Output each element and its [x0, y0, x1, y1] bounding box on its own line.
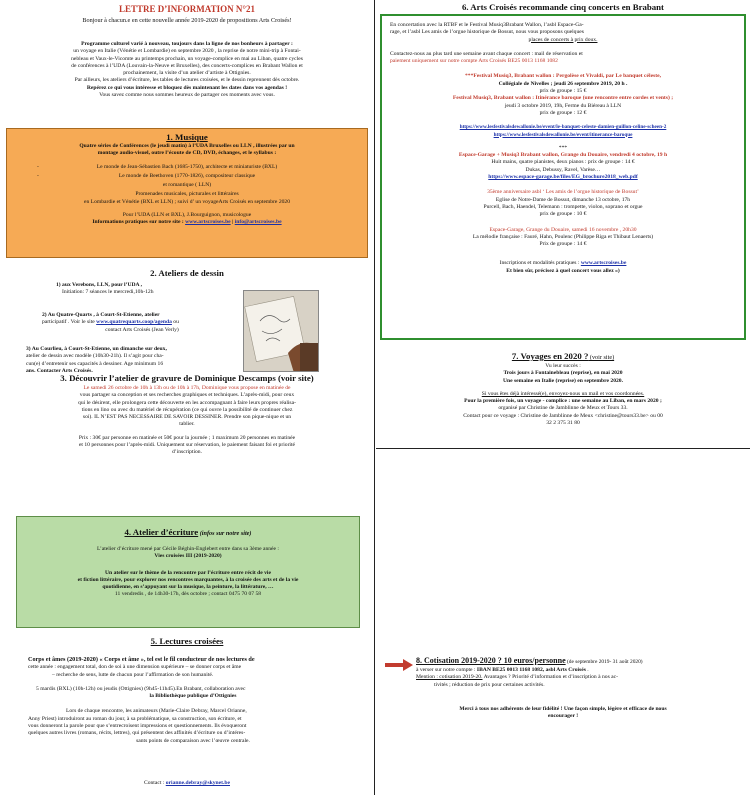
intro-line: Vous savez comme nous sommes heureux de partager ces moments avec vous.	[99, 92, 275, 99]
concerts-intro-line: places de concerts à prix doux.	[528, 36, 598, 43]
voyages-contact: Contact pour ce voyage : Christine de Jamblinne de Meux <christine@tours33.be> ou 00	[463, 412, 663, 419]
itinerance-baroque-link[interactable]: https://www.lesfestivalsdewallonie.be/event/itinerance-baroque	[493, 131, 633, 138]
gravure-line: soi). IL N’EST PAS NECESSAIRE DE SAVOIR DESSINER. Prendre son pique-nique et un	[82, 414, 292, 421]
intro-line: nebleau et Vaux-le-Vicomte au printemps prochain, un voyage-complice en mai au Liban, quatre cycles	[71, 55, 303, 62]
dessin-item3	[26, 346, 238, 375]
lectures-line: cette année : engagement total, don de soi à une dimension supérieure – se donner corps et âme	[28, 664, 242, 671]
musique-lombardie: en Lombardie et Vénétie (BXL et LLN) ; suivi d’ un voyageArts Croisés en septembre 2020	[83, 198, 291, 205]
dessin-item3-line: cun(e) d’entretenir ses capacités à dessiner. Age minimum 16	[26, 360, 164, 367]
intro-line: Repérez ce qui vous intéresse et bloquez dès maintenant les dates dans vos agendas !	[86, 84, 288, 91]
voyages-liban: Pour la première fois, un voyage - complice : une semaine au Liban, en mars 2020 ;	[464, 398, 662, 405]
concert-2-line: Festival Musiq3, Brabant wallon : Itinérance baroque (une rencontre entre cordes et vents) ;	[452, 95, 674, 102]
concerts-intro-line: rage, et l’asbl Les amis de l’orgue historique de Bossut, nous vous proposons quelques	[390, 29, 584, 36]
dessin-item1: 1) aux Verebons, LLN, pour l’UDA ,	[56, 282, 143, 288]
musique-bullet-cont: et romantique ( LLN)	[162, 182, 212, 189]
lectures-line: Anny Priest) introduiront au roman du jour, à sa problématique, sa construction, son écriture, et	[28, 715, 242, 722]
intro-line: de conférences à l’UDA (Louvain-la-Neuve et Bruxelles), des concerts-complices en Brabant Wallon et	[71, 62, 303, 69]
inscriptions-link[interactable]: www.artscroises.be	[580, 260, 627, 267]
concert-5-line: La mélodie française : Fauré, Hahn, Poulenc (Philippe Riga et Thibaut Lenaerts)	[472, 233, 654, 240]
voyages-text	[380, 363, 746, 427]
cotisation-block	[416, 656, 746, 689]
lectures-line: vous donneront la parole pour que s’entrecroisent impressions et questionnements. Ils évoqueront	[28, 723, 247, 730]
dessin-items	[56, 282, 236, 297]
musique-pour: Pour l’UDA (LLN et BXL), J.Bourguignon, musicologue	[122, 212, 252, 219]
ecriture-line: quotidienne, en s’appuyant sur la musique, la peinture, la littérature, …	[102, 584, 274, 591]
lectures-heading: 5. Lectures croisées	[150, 636, 224, 646]
banquet-celeste-link[interactable]: https://www.lesfestivalsdewallonie.be/event/le-banquet-celeste-damien-guillon-celine-scheen-2	[459, 124, 667, 131]
gravure-heading: 3. Découvrir l’atelier de gravure de Dominique Descamps (voir site)	[60, 373, 314, 383]
cotisation-mention-2: tivités ; réduction de prix pour certaines activités.	[434, 681, 545, 688]
concert-3-line: Huit mains, quatre pianistes, deux pianos : prix de groupe : 14 €	[491, 159, 635, 166]
cotisation-mention: Mention : cotisation 2019-20. Avantages ? Priorité d’information et d’inscription à nos ac-	[416, 674, 619, 681]
ecriture-box	[16, 516, 360, 628]
gravure-prix: et 10 personnes pour l’après-midi. Uniquement sur réservation, le paiement faisant foi et priorité	[78, 442, 296, 449]
ecriture-line: et fiction littéraire, pour explorer nos rencontres marquantes, à la croisée des arts et de la vie	[77, 576, 299, 583]
voyages-divider	[376, 448, 750, 449]
red-arrow-icon	[384, 658, 414, 672]
musique-bullet: - Le monde de Beethoven (1770-1826), compositeur classique	[37, 172, 256, 179]
dessin-heading: 2. Ateliers de dessin	[150, 268, 224, 278]
concert-2-line: jeudi 3 octobre 2019, 19h, Ferme du Biéreau à LLN	[504, 102, 622, 109]
concert-2-price: prix de groupe : 12 €	[539, 109, 587, 116]
musique-line: montage audio-visuel, outre l’écoute de CD, DVD, échanges, et le syllabus :	[97, 150, 277, 157]
intro-block	[6, 41, 368, 99]
lectures-line: la Bibliothèque publique d’Ottignies	[149, 693, 237, 700]
concert-1-price: prix de groupe : 15 €	[539, 88, 587, 95]
voyages-line: Vu leur succès :	[545, 363, 581, 369]
concerts-reserve: Contactez-nous au plus tard une semaine avant chaque concert : mail de réservation et	[390, 50, 583, 57]
intro-line: un voyage en Italie (Vénétie et Lombardie) en septembre 2020 , la reprise de notre mini-trip à Fontai-	[73, 48, 301, 55]
concerts-heading: 6. Arts Croisés recommande cinq concerts en Brabant	[462, 2, 664, 12]
concert-4-line: Eglise de Notre-Dame de Bossut, dimanche 13 octobre, 17h	[495, 196, 631, 203]
voyages-organise: organisé par Christine de Jamblinne de Meux et Tours 33.	[498, 405, 628, 412]
ecriture-heading: 4. Atelier d’écriture (infos sur notre site)	[124, 527, 252, 537]
voyages-phone: 32 2 375 31 80	[546, 420, 580, 427]
musique-heading	[7, 132, 367, 143]
intro-line: Par ailleurs, les ateliers d’écriture, les tables de lectures croisées, et le dessin reprennent dès octobre.	[74, 77, 300, 84]
merci-line: encourager !	[547, 713, 579, 720]
concert-links	[382, 124, 744, 139]
ecriture-line: L’atelier d’écriture mené par Cécile Béghin-Englebert entre dans sa 3ème année :	[97, 546, 279, 552]
lectures-line: quelques autres livres (romans, récits, lettres), qui présentent des affinités d’écriture ou d’intéres-	[28, 730, 246, 737]
gravure-prix: Prix : 30€ par personne en matinée et 50€ pour la journée ; 1 maximum 20 personnes en matinée	[78, 434, 296, 441]
intro-line: prochainement, la visite d’un atelier d’artiste à Ottignies.	[123, 70, 251, 77]
musique-box	[6, 128, 368, 258]
musique-line: Quatre séries de Conférences (le jeudi matin) à l’UDA Bruxelles ou LLN , illustrées par un	[79, 143, 295, 149]
gravure-text	[6, 385, 368, 457]
ecriture-title: Vies croisées III (2019-2020)	[154, 553, 222, 560]
lectures-line: Lors de chaque rencontre, les animateurs (Marie-Claire Debray, Marcel Orianne,	[66, 708, 247, 715]
musique-infos: Informations pratiques sur notre site : www.artscroises.be | info@artscroises.be	[92, 219, 282, 226]
gravure-line: tablier.	[179, 421, 195, 428]
merci-line: Merci à tous nos adhérents de leur fidélité ! Une façon simple, légère et efficace de nous	[459, 706, 667, 712]
gravure-line: tions en lino ou avec du matériel de récupération (ce qui ouvre la possibilité de continuer chez	[81, 406, 293, 413]
concert-2	[382, 95, 744, 117]
concerts-reserve-account: paiement uniquement sur notre compte Arts Croisés BE25 0013 1168 1082	[390, 58, 558, 65]
dessin-photo	[243, 290, 319, 372]
orianne-email-link[interactable]: orianne.debray@skynet.be	[165, 780, 230, 786]
dessin-item2-line: participatif . Voir le site www.quatrequarts.coop/agenda ou	[42, 319, 179, 326]
voyages-note: Si vous êtes déjà intéressé(e), envoyez-nous un mail et vos coordonnées.	[481, 390, 645, 397]
voyages-line: Trois jours à Fontainebleau (reprise), en mai 2020	[503, 370, 623, 377]
gravure-line: vous partager sa conception et ses recherches graphiques et techniques. L’après-midi, pour ceux	[79, 392, 295, 399]
concert-3-line: Espace-Garage + Musiq3 Brabant wallon, Grange du Douaire, vendredi 4 octobre, 19 h	[458, 152, 668, 159]
artscroises-link[interactable]: www.artscroises.be	[185, 219, 231, 226]
concert-1-line: ***Festival Musiq3, Brabant wallon : Pergolèse et Vivaldi, par Le banquet céleste,	[465, 73, 661, 80]
espace-garage-brochure-link[interactable]: https://www.espace-garage.be/files/EG_brochure2018_web.pdf	[488, 174, 638, 181]
concert-4	[382, 189, 744, 218]
cotisation-account: à verser sur notre compte : IBAN BE25 0013 1168 1082, asbl Arts Croisés .	[416, 667, 589, 673]
musique-bullet: - Le monde de Jean-Sébastien Bach (1685-1750), architecte et miniaturiste (BXL)	[37, 163, 278, 170]
dessin-item3-line: atelier de dessin avec modèle (10h30-21h). Il s’agit pour cha-	[26, 353, 164, 360]
concerts-inscriptions	[382, 260, 744, 275]
lectures-text	[28, 656, 358, 745]
dessin-item1-detail: Initiation: 7 séances le mercredi,10h-12h	[62, 289, 154, 296]
intro-line: Programme culturel varié à nouveau, toujours dans la ligne de nos bonheurs à partager :	[81, 41, 293, 47]
column-divider	[374, 0, 375, 795]
quatrequarts-link[interactable]: www.quatrequarts.coop/agenda	[96, 319, 172, 326]
lectures-line: Corps et âmes (2019-2020) « Corps et âme », tel est le fil conducteur de nos lectures de	[28, 656, 255, 663]
ecriture-contact: 11 vendredis , de 14h30-17h, dès octobre ; contact 0475 70 07 58	[114, 591, 262, 598]
musique-bullets	[7, 164, 367, 190]
info-email-link[interactable]: info@artscroises.be	[234, 219, 282, 226]
stars-divider: ***	[558, 144, 568, 151]
dessin-item2-line: 2) Au Quatre-Quarts , à Court-St-Etienne, atelier	[42, 312, 160, 318]
concert-5-price: Prix de groupe : 14 €	[539, 241, 587, 248]
concert-1	[382, 73, 744, 95]
concert-3-line: Dukas, Debussy, Ravel, Varèse…	[525, 166, 601, 173]
gravure-prix: d’inscription.	[172, 449, 202, 456]
dessin-item2-line: contact Arts Croisés (Jean Verly)	[105, 326, 179, 333]
concerts-box	[380, 14, 746, 340]
merci-block	[380, 706, 746, 721]
concert-5-line: Espace-Garage, Grange du Douaire, samedi 16 novembre , 20h30	[489, 226, 637, 233]
lectures-contact: Contact : orianne.debray@skynet.be	[143, 780, 230, 786]
dessin-item3-line: ans. Contacter Arts Croisés.	[26, 367, 93, 374]
concert-1-line: Collégiale de Nivelles ; jeudi 26 septembre 2019, 20 h .	[498, 80, 628, 87]
musique-heading-text: 1. Musique	[166, 132, 208, 142]
concert-3	[382, 152, 744, 181]
concert-4-line: Purcell, Bach, Haendel, Telemann : trompette, violon, soprano et orgue	[483, 203, 643, 210]
drawing-photo-icon	[244, 291, 318, 371]
concert-4-line: 35ème anniversaire asbl ‘ Les amis de l’orgue historique de Bossut’	[487, 189, 639, 196]
gravure-line: Le samedi 26 octobre de 10h à 13h ou de 10h à 17h, Dominique vous propose en matinée de	[83, 385, 291, 391]
lectures-line: sants points de comparaison avec l’œuvre centrale.	[136, 737, 250, 744]
voyages-line: Une semaine en Italie (reprise) en septembre 2020.	[502, 377, 624, 384]
concerts-final: Et bien sûr, précisez à quel concert vous allez »)	[506, 267, 620, 274]
inscriptions-line: Inscriptions et modalités pratiques : www.artscroises.be	[499, 260, 627, 267]
greeting: Bonjour à chacun.e en cette nouvelle année 2019-2020 de propositions Arts Croisés!	[82, 17, 292, 24]
concert-4-price: prix de groupe : 10 €	[539, 211, 587, 218]
voyages-heading: 7. Voyages en 2020 ? (voir site)	[511, 351, 615, 361]
dessin-item2	[42, 312, 242, 334]
cotisation-heading: 8. Cotisation 2019-2020 ? 10 euros/personne (de septembre 2019- 31 août 2020)	[416, 656, 643, 665]
concerts-intro-line: En concertation avec la RTBF et le Festival Musiq3Brabant Wallon, l’asbl Espace-Ga-	[390, 22, 584, 28]
musique-promenades: Promenades musicales, picturales et littéraires	[135, 191, 239, 198]
concerts-intro	[382, 16, 744, 65]
dessin-item3-line: 3) Au Courlieu, à Court-St-Etienne, un dimanche sur deux,	[26, 346, 167, 352]
newsletter-title: LETTRE D’INFORMATION N°21	[119, 4, 255, 14]
gravure-line: qui le désirent, elle prolongera cette découverte en les accompagnant à faire leurs propres réalisa-	[78, 399, 296, 406]
concert-5	[382, 227, 744, 249]
lectures-line: 5 mardis (BXL) (10h-12h) ou jeudis (Ottignies) (9h45-11h45).En Brabant, collaboration avec	[36, 685, 246, 692]
lectures-line: – recherche de sens, lutte de chacun pour l’affirmation de son humanité.	[52, 671, 214, 678]
ecriture-line: Un atelier sur le thème de la rencontre par l’écriture entre récit de vie	[105, 569, 271, 576]
